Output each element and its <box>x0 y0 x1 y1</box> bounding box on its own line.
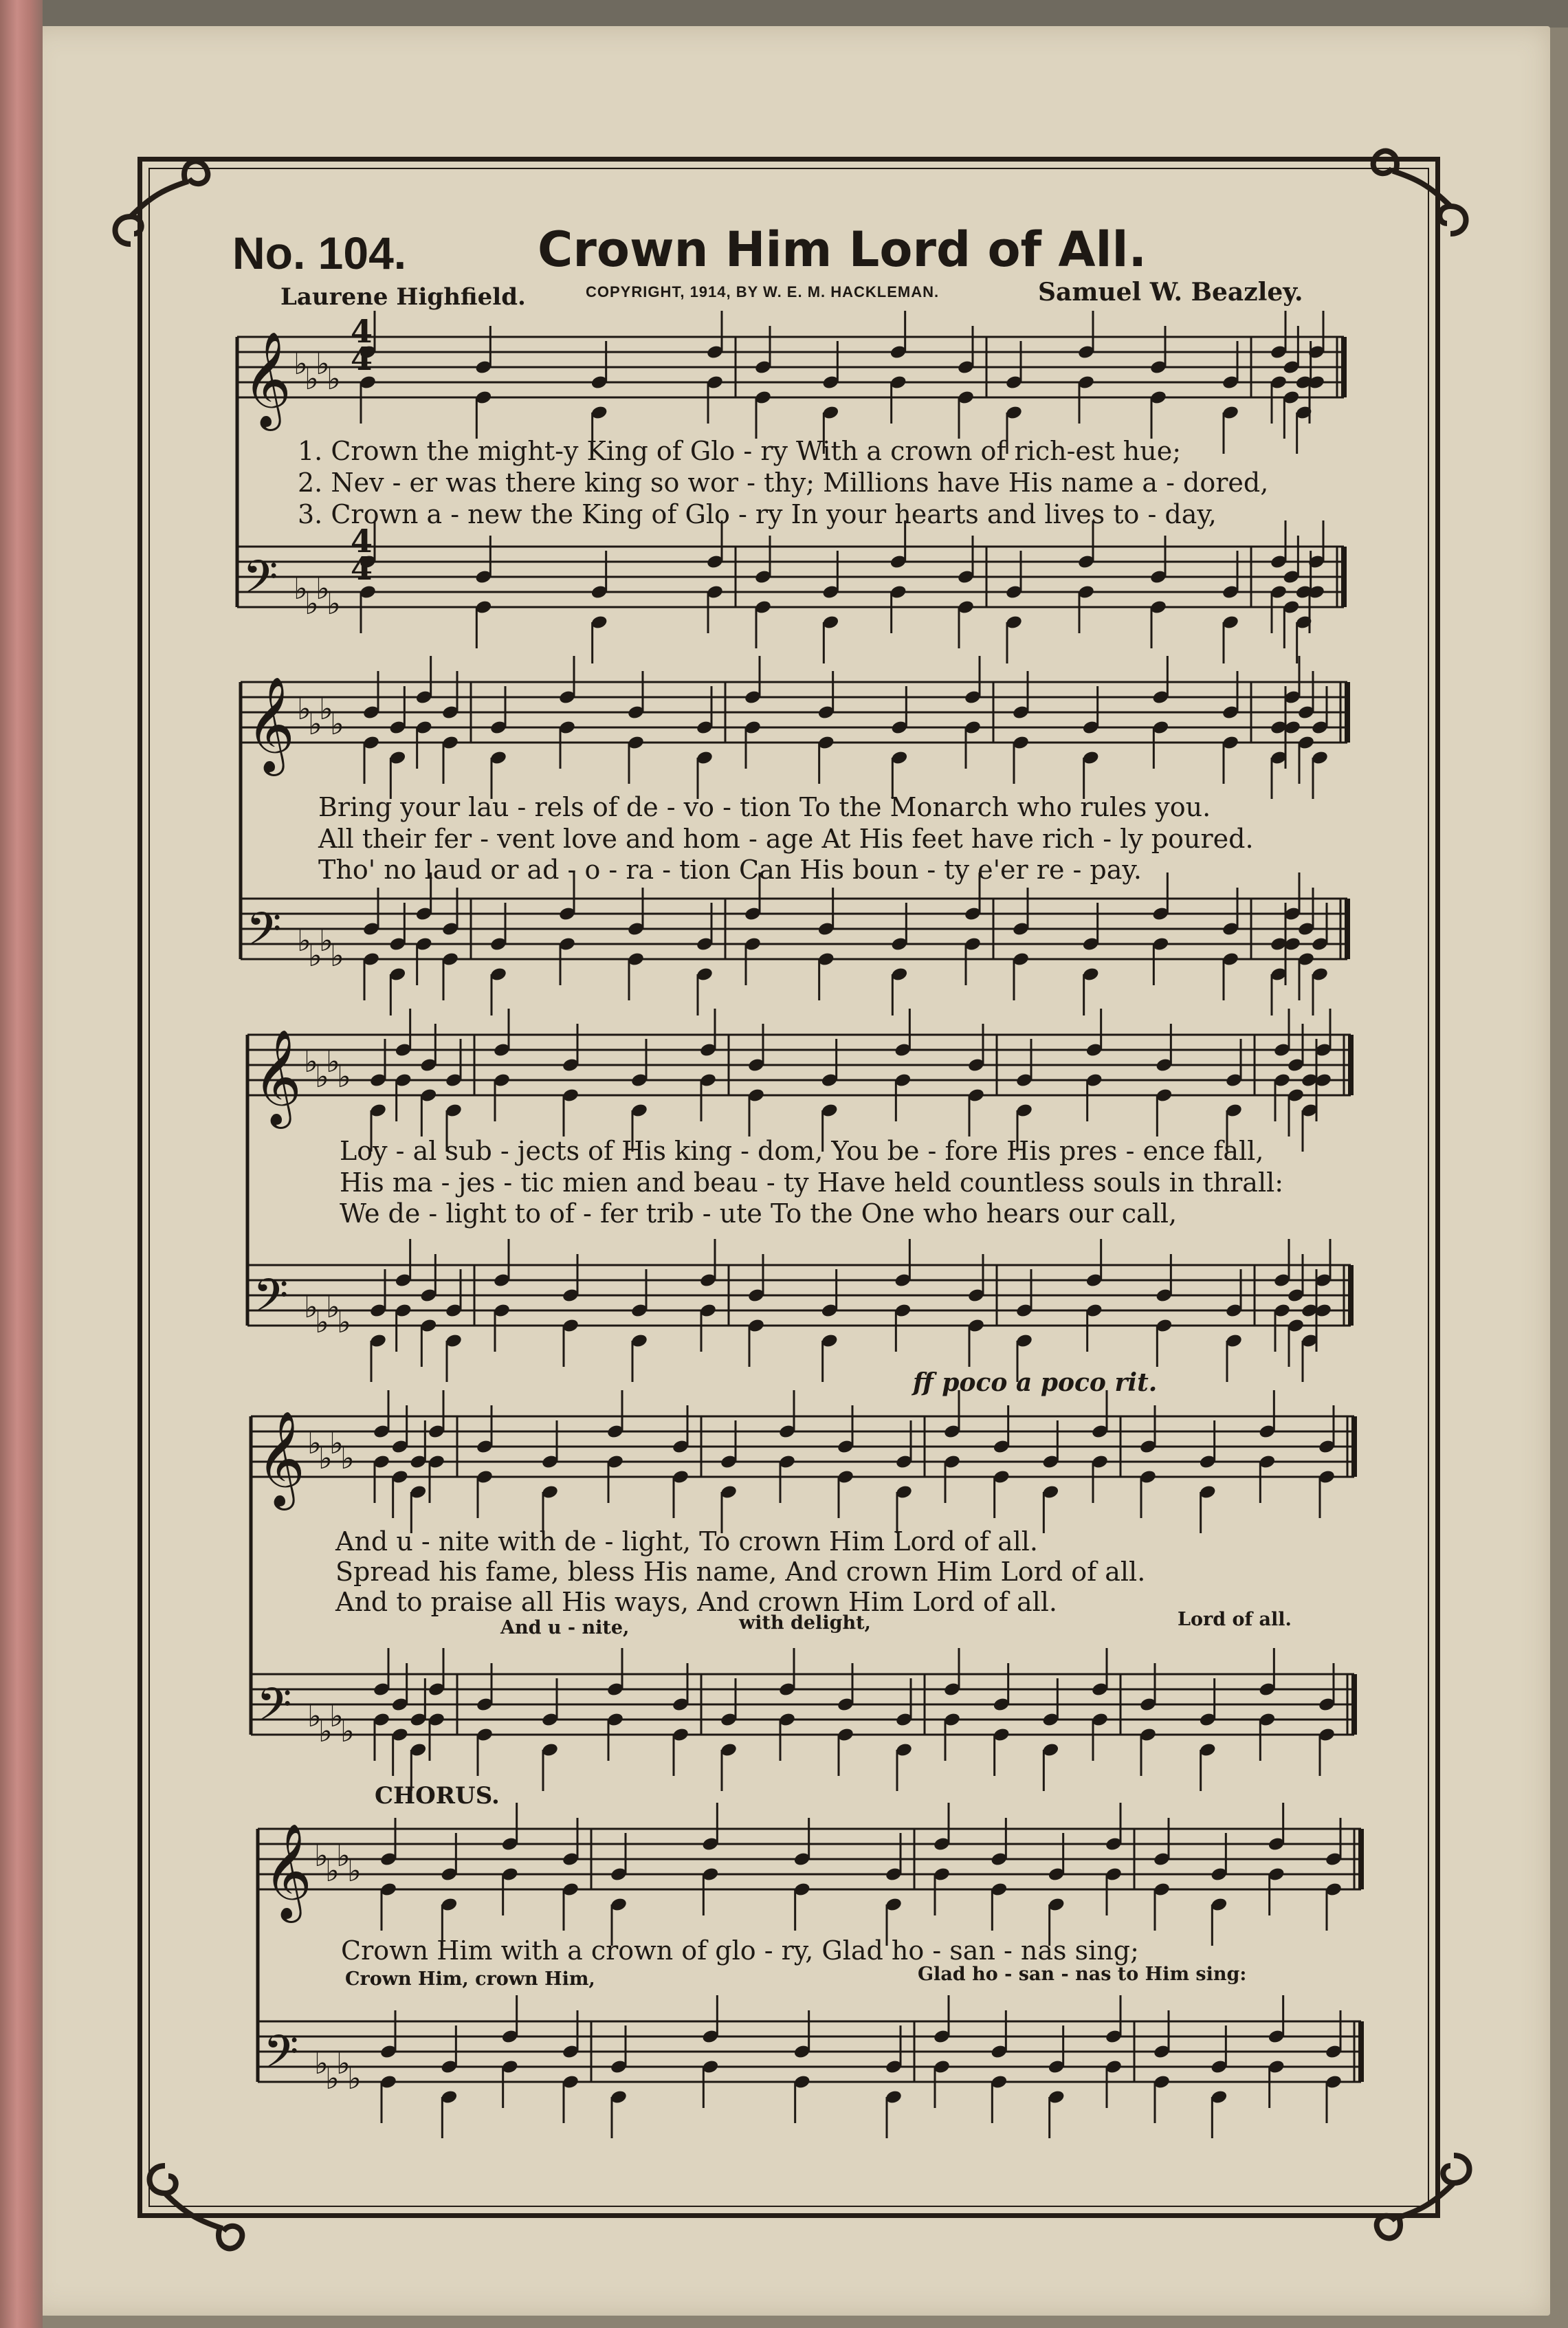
composer: Samuel W. Beazley. <box>1038 278 1303 307</box>
key-flat: ♭ <box>327 586 341 622</box>
time-signature: 4 <box>351 340 373 377</box>
key-flat: ♭ <box>329 1426 344 1461</box>
key-flat: ♭ <box>347 1854 362 1889</box>
key-flat: ♭ <box>297 692 311 727</box>
bass-cue-lord-of-all: Lord of all. <box>1178 1609 1292 1630</box>
key-flat: ♭ <box>329 1699 344 1734</box>
key-flat: ♭ <box>318 1441 333 1476</box>
bass-clef: 𝄢 <box>263 2025 299 2089</box>
key-flat: ♭ <box>304 1290 318 1325</box>
chorus-verse: Crown Him with a crown of glo - ry, Glad ho - san - nas sing; <box>341 1935 1139 1966</box>
key-flat: ♭ <box>305 586 319 622</box>
key-flat: ♭ <box>337 1059 351 1095</box>
key-flat: ♭ <box>326 1044 340 1079</box>
key-flat: ♭ <box>314 2046 329 2081</box>
hymn-title: Crown Him Lord of All. <box>538 221 1147 278</box>
bass-clef: 𝄢 <box>243 551 278 615</box>
chorus-echo-right: Glad ho - san - nas to Him sing: <box>918 1964 1247 1985</box>
s3-verse-2: His ma - jes - tic mien and beau - ty Have held countless souls in thrall: <box>340 1167 1284 1198</box>
s1-verse-2: 2. Nev - er was there king so wor - thy; Millions have His name a - dored, <box>298 468 1269 498</box>
key-flat: ♭ <box>319 692 333 727</box>
s3-verse-3: We de - light to of - fer trib - ute To the One who hears our call, <box>340 1198 1178 1229</box>
s2-verse-1: Bring your lau - rels of de - vo - tion To the Monarch who rules you. <box>318 792 1211 822</box>
key-flat: ♭ <box>314 1838 329 1874</box>
time-signature: 4 <box>351 550 373 587</box>
hymn-number: No. 104. <box>232 228 407 278</box>
s2-verse-2: All their fer - vent love and hom - age At His feet have rich - ly poured. <box>318 824 1254 854</box>
key-flat: ♭ <box>316 347 330 382</box>
chorus-echo-left: Crown Him, crown Him, <box>345 1968 595 1990</box>
s4-verse-2: Spread his fame, bless His name, And crown Him Lord of all. <box>335 1557 1146 1587</box>
s4-verse-3: And to praise all His ways, And crown Him Lord of all. <box>335 1587 1058 1617</box>
key-flat: ♭ <box>327 362 341 397</box>
key-flat: ♭ <box>340 1441 355 1476</box>
key-flat: ♭ <box>308 938 322 974</box>
s1-verse-3: 3. Crown a - new the King of Glo - ry In your hearts and lives to - day, <box>298 499 1217 529</box>
key-flat: ♭ <box>325 2061 340 2096</box>
chorus-label: CHORUS. <box>375 1782 500 1810</box>
key-flat: ♭ <box>330 707 344 742</box>
key-flat: ♭ <box>315 1305 329 1340</box>
key-flat: ♭ <box>330 938 344 974</box>
bass-cue-delight: with delight, <box>739 1612 871 1634</box>
bass-clef: 𝄢 <box>256 1678 292 1742</box>
treble-clef: 𝄞 <box>263 1823 312 1919</box>
key-flat: ♭ <box>318 1714 333 1749</box>
key-flat: ♭ <box>340 1714 355 1749</box>
treble-clef: 𝄞 <box>243 331 291 427</box>
bass-cue-unite: And u - nite, <box>500 1617 630 1638</box>
bass-clef: 𝄢 <box>246 903 282 967</box>
key-flat: ♭ <box>297 923 311 958</box>
key-flat: ♭ <box>294 571 308 606</box>
key-flat: ♭ <box>336 1838 351 1874</box>
key-flat: ♭ <box>337 1305 351 1340</box>
key-flat: ♭ <box>308 707 322 742</box>
key-flat: ♭ <box>315 1059 329 1095</box>
s2-verse-3: Tho' no laud or ad - o - ra - tion Can His boun - ty e'er re - pay. <box>318 855 1142 885</box>
s1-verse-1: 1. Crown the might-y King of Glo - ry With a crown of rich-est hue; <box>298 436 1182 466</box>
treble-clef: 𝄞 <box>253 1029 302 1125</box>
time-signature: 4 <box>351 523 373 560</box>
copyright-notice: COPYRIGHT, 1914, BY W. E. M. HACKLEMAN. <box>586 283 940 300</box>
treble-clef: 𝄞 <box>246 677 295 772</box>
lyricist: Laurene Highfield. <box>280 283 526 311</box>
bass-clef: 𝄢 <box>253 1269 289 1333</box>
key-flat: ♭ <box>307 1426 322 1461</box>
key-flat: ♭ <box>336 2046 351 2081</box>
key-flat: ♭ <box>347 2061 362 2096</box>
key-flat: ♭ <box>294 347 308 382</box>
treble-clef: 𝄞 <box>256 1411 305 1506</box>
key-flat: ♭ <box>316 571 330 606</box>
s4-verse-1: And u - nite with de - light, To crown Him Lord of all. <box>335 1526 1039 1557</box>
key-flat: ♭ <box>325 1854 340 1889</box>
key-flat: ♭ <box>319 923 333 958</box>
s3-verse-1: Loy - al sub - jects of His king - dom, You be - fore His pres - ence fall, <box>340 1136 1264 1166</box>
key-flat: ♭ <box>305 362 319 397</box>
time-signature: 4 <box>351 313 373 350</box>
key-flat: ♭ <box>304 1044 318 1079</box>
key-flat: ♭ <box>326 1290 340 1325</box>
dynamics-marking: ff poco a poco rit. <box>913 1368 1158 1397</box>
key-flat: ♭ <box>307 1699 322 1734</box>
